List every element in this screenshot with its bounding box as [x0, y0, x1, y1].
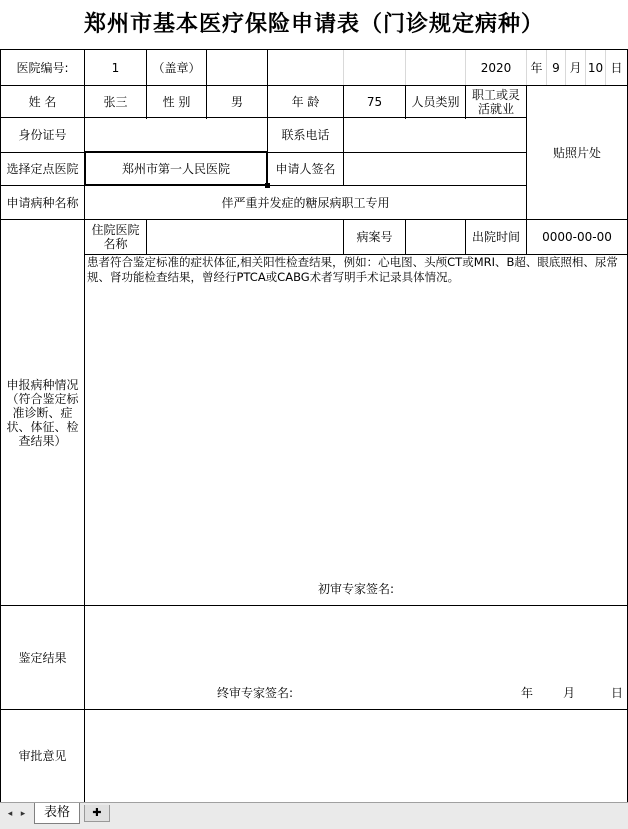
photo-placeholder: 贴照片处	[552, 145, 601, 160]
approval-opinion-label: 审批意见	[18, 749, 67, 763]
id-number-field[interactable]	[85, 118, 267, 152]
phone-field[interactable]	[344, 118, 526, 152]
date-year[interactable]: 2020	[480, 60, 512, 75]
next-sheet-icon[interactable]: ▸	[20, 809, 26, 819]
appraisal-day-unit: 日	[610, 686, 623, 700]
discharge-time-label: 出院时间	[471, 230, 520, 244]
sheet-tab-bar	[0, 802, 628, 829]
gender-value[interactable]: 男	[230, 94, 243, 109]
inpatient-hospital-field[interactable]	[147, 220, 343, 254]
date-month[interactable]: 9	[552, 60, 560, 75]
gridline	[343, 49, 344, 85]
disease-name-label: 申请病种名称	[6, 195, 79, 210]
date-year-unit: 年	[530, 60, 543, 75]
date-month-unit: 月	[569, 60, 582, 75]
form-title: 郑州市基本医疗保险申请表（门诊规定病种）	[83, 11, 544, 37]
new-sheet-icon[interactable]: ✚	[84, 805, 110, 822]
applicant-signature-label: 申请人签名	[275, 162, 336, 176]
designated-hospital-label: 选择定点医院	[6, 162, 79, 176]
id-number-label: 身份证号	[18, 128, 67, 142]
name-value[interactable]: 张三	[103, 94, 128, 109]
gridline	[405, 49, 406, 85]
appraisal-year-unit: 年	[520, 686, 533, 700]
hospital-code-label: 医院编号:	[16, 60, 69, 75]
grid-line	[0, 605, 628, 606]
selected-cell-outline	[84, 151, 268, 186]
final-expert-signature: 终审专家签名:	[216, 686, 294, 700]
phone-label: 联系电话	[281, 128, 330, 142]
seal-label: （盖章）	[152, 60, 201, 75]
date-day-unit: 日	[610, 60, 623, 75]
first-sheet-icon[interactable]: ◂	[7, 809, 13, 819]
report-section-label: 申报病种情况（符合鉴定标准诊断、症状、体征、检查结果）	[6, 377, 79, 448]
sheet-tab[interactable]: 表格	[34, 803, 80, 824]
report-instruction-text[interactable]: 患者符合鉴定标准的症状体征,相关阳性检查结果，例如：心电图、头颅CT或MRI、B超、眼底照相、尿常规、肾功能检查结果，曾经行PTCA或CABG术者写明手术记录具体情况。	[87, 255, 618, 284]
designated-hospital-field[interactable]: 郑州市第一人民医院	[121, 162, 230, 176]
medical-record-label: 病案号	[356, 230, 393, 244]
appraisal-month-unit: 月	[562, 686, 575, 700]
discharge-time-field[interactable]: 0000-00-00	[542, 230, 612, 244]
hospital-code-value[interactable]: 1	[111, 60, 120, 75]
person-type-label: 人员类别	[411, 94, 460, 109]
applicant-signature-field[interactable]	[344, 153, 526, 185]
age-label: 年 龄	[291, 94, 320, 109]
grid-line	[0, 709, 628, 710]
disease-name-field[interactable]: 伴严重并发症的糖尿病职工专用	[221, 195, 390, 210]
date-day[interactable]: 10	[587, 60, 604, 75]
initial-expert-signature: 初审专家签名:	[317, 582, 395, 596]
medical-record-field[interactable]	[406, 220, 465, 254]
appraisal-result-label: 鉴定结果	[18, 650, 67, 665]
inpatient-hospital-label: 住院医院名称	[91, 223, 140, 251]
age-value[interactable]: 75	[366, 94, 383, 109]
person-type-value[interactable]: 职工或灵活就业	[471, 87, 520, 116]
name-label: 姓 名	[28, 94, 57, 109]
gender-label: 性 别	[162, 94, 191, 109]
